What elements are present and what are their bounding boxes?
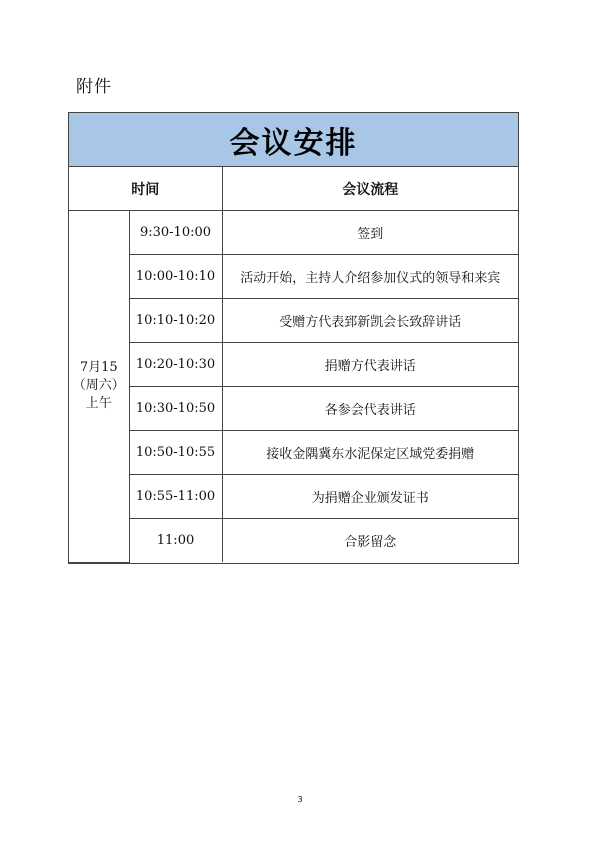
agenda-item: 合影留念: [222, 519, 518, 563]
time-cell: 10:00-10:10: [129, 255, 222, 299]
day-cell: [69, 211, 129, 563]
table-row: [69, 343, 518, 387]
time-header: 时间: [69, 167, 222, 211]
table-row: [69, 519, 518, 563]
day-period: 上午: [85, 396, 112, 412]
time-cell: 10:55-11:00: [129, 475, 222, 519]
agenda-item: 捐赠方代表讲话: [222, 343, 518, 387]
table-row: [69, 475, 518, 519]
agenda-item: 签到: [222, 211, 518, 255]
agenda-item: 各参会代表讲话: [222, 387, 518, 431]
time-cell: 10:30-10:50: [129, 387, 222, 431]
page-number: 3: [297, 795, 303, 804]
day-weekday: （周六）: [72, 378, 125, 394]
schedule-title: 会议安排: [69, 113, 518, 167]
time-cell: 11:00: [129, 519, 222, 563]
agenda-item: 接收金隅冀东水泥保定区域党委捐赠: [222, 431, 518, 475]
time-cell: 10:50-10:55: [129, 431, 222, 475]
agenda-item: 活动开始，主持人介绍参加仪式的领导和来宾: [222, 255, 518, 299]
attachment-label: 附件: [76, 77, 112, 97]
time-cell: 9:30-10:00: [129, 211, 222, 255]
table-row: [69, 431, 518, 475]
day-date: 7月15: [79, 360, 118, 376]
table-row: [69, 299, 518, 343]
header-row: [69, 167, 518, 211]
table-row: [69, 255, 518, 299]
agenda-item: 为捐赠企业颁发证书: [222, 475, 518, 519]
agenda-table: [69, 167, 518, 563]
agenda-item: 受赠方代表郅新凯会长致辞讲话: [222, 299, 518, 343]
schedule-table: [68, 112, 519, 564]
agenda-header: 会议流程: [222, 167, 518, 211]
table-row: [69, 387, 518, 431]
time-cell: 10:10-10:20: [129, 299, 222, 343]
time-cell: 10:20-10:30: [129, 343, 222, 387]
table-row: [69, 211, 518, 255]
